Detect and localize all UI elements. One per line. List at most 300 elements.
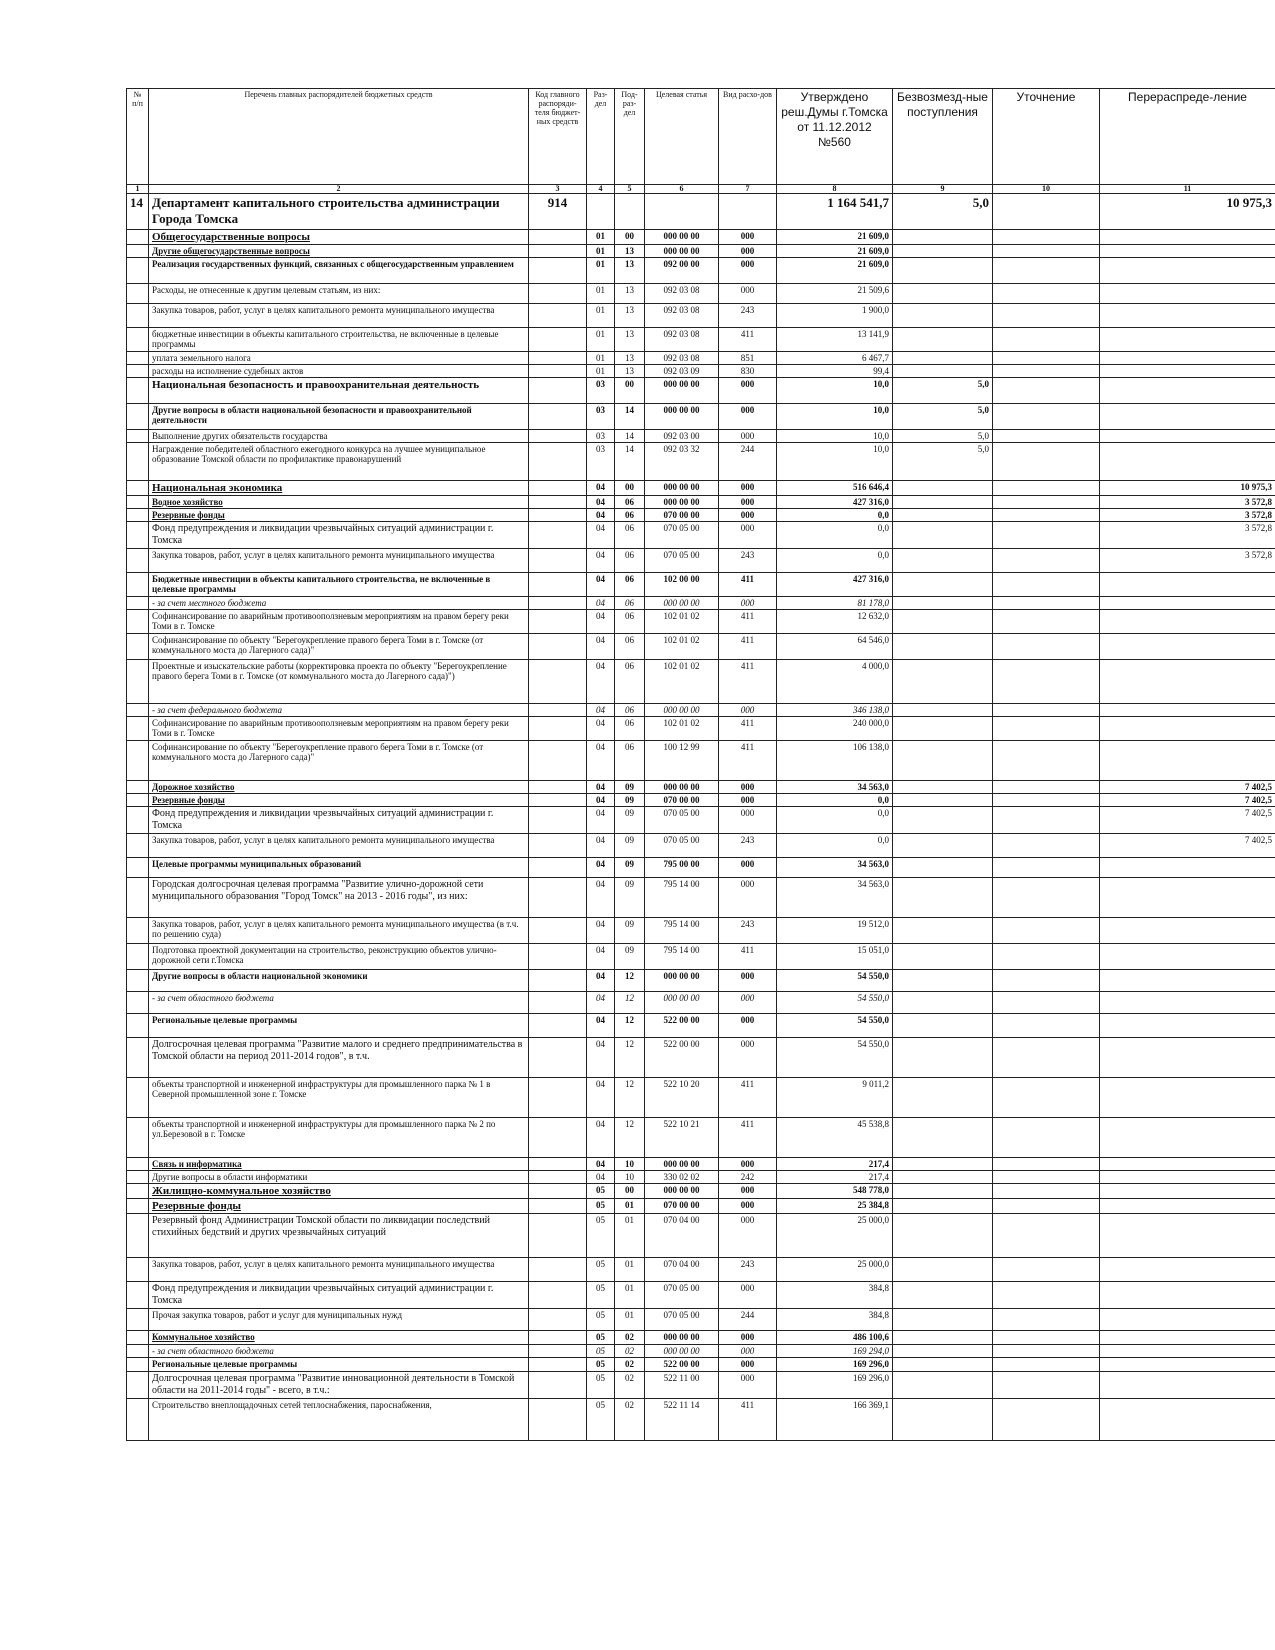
row-approved: 34 563,0 [777,781,893,794]
row-statya: 000 00 00 [645,1184,719,1199]
row-vid: 000 [719,378,777,404]
row-free: 5,0 [893,443,993,481]
row-vid: 000 [719,258,777,284]
row-statya: 000 00 00 [645,1345,719,1358]
row-redistrib [1100,378,1275,404]
row-number [127,704,149,717]
table-row [127,1118,1275,1158]
row-name: Закупка товаров, работ, услуг в целях капитального ремонта муниципального имущества [149,549,529,573]
row-free [893,304,993,328]
row-number [127,1014,149,1038]
row-approved: 54 550,0 [777,992,893,1014]
row-vid: 000 [719,597,777,610]
row-code [529,258,587,284]
row-clarify [993,944,1100,970]
row-clarify [993,378,1100,404]
row-statya: 092 03 09 [645,365,719,378]
row-statya: 522 11 14 [645,1399,719,1441]
row-number [127,404,149,430]
row-razdel: 03 [587,378,615,404]
table-row [127,378,1275,404]
row-podrazdel: 09 [615,781,645,794]
row-clarify [993,834,1100,858]
row-approved: 99,4 [777,365,893,378]
row-vid: 851 [719,352,777,365]
row-code [529,878,587,918]
row-approved: 427 316,0 [777,573,893,597]
row-name: Другие вопросы в области информатики [149,1171,529,1184]
row-podrazdel: 13 [615,328,645,352]
row-podrazdel: 12 [615,992,645,1014]
row-razdel: 01 [587,352,615,365]
row-razdel: 04 [587,610,615,634]
row-number [127,992,149,1014]
row-statya: 000 00 00 [645,597,719,610]
table-row [127,1158,1275,1171]
row-redistrib [1100,1199,1275,1214]
row-clarify [993,1345,1100,1358]
row-name: Проектные и изыскательские работы (корректировка проекта по объекту "Берегоукрепление правого берега Томи в г. Томске (от коммунального моста до Лагерного сада)") [149,660,529,704]
row-vid: 411 [719,573,777,597]
row-code [529,1331,587,1345]
row-code: 914 [529,194,587,230]
row-free [893,230,993,245]
row-clarify [993,970,1100,992]
row-razdel: 05 [587,1258,615,1282]
row-podrazdel: 06 [615,597,645,610]
row-name: Закупка товаров, работ, услуг в целях капитального ремонта муниципального имущества [149,834,529,858]
row-podrazdel: 09 [615,918,645,944]
row-number [127,944,149,970]
table-row [127,443,1275,481]
row-redistrib [1100,1171,1275,1184]
row-vid: 830 [719,365,777,378]
row-vid: 411 [719,944,777,970]
row-approved: 21 609,0 [777,258,893,284]
row-razdel: 01 [587,258,615,284]
table-row [127,1171,1275,1184]
row-approved: 25 000,0 [777,1214,893,1258]
row-number [127,794,149,807]
header-redistrib: Перераспреде-ление [1100,89,1275,185]
row-approved: 54 550,0 [777,1014,893,1038]
row-clarify [993,352,1100,365]
row-name: Подготовка проектной документации на строительство, реконструкцию объектов улично-дорожной сети г.Томска [149,944,529,970]
row-code [529,481,587,496]
row-vid: 000 [719,1282,777,1309]
table-row [127,1078,1275,1118]
row-clarify [993,610,1100,634]
row-statya: 522 11 00 [645,1372,719,1399]
row-statya: 522 00 00 [645,1358,719,1372]
row-vid: 000 [719,509,777,522]
row-free [893,496,993,509]
row-approved: 166 369,1 [777,1399,893,1441]
row-statya: 000 00 00 [645,245,719,258]
header-row [127,89,1275,185]
row-statya: 092 03 08 [645,328,719,352]
row-free [893,522,993,549]
row-vid: 411 [719,1399,777,1441]
row-razdel: 04 [587,704,615,717]
row-name: Выполнение других обязательств государства [149,430,529,443]
row-statya: 000 00 00 [645,781,719,794]
header-clarify: Уточнение [993,89,1100,185]
row-free [893,1258,993,1282]
row-free [893,1184,993,1199]
row-number [127,610,149,634]
row-code [529,918,587,944]
row-approved: 217,4 [777,1171,893,1184]
row-number [127,1199,149,1214]
row-free [893,1118,993,1158]
row-redistrib [1100,1258,1275,1282]
table-body [127,194,1275,1441]
row-podrazdel: 12 [615,1014,645,1038]
row-vid: 000 [719,878,777,918]
row-vid: 000 [719,1038,777,1078]
row-code [529,1014,587,1038]
row-vid: 000 [719,1214,777,1258]
row-statya: 795 14 00 [645,918,719,944]
table-row [127,944,1275,970]
row-vid: 000 [719,970,777,992]
row-number [127,1309,149,1331]
row-statya [645,194,719,230]
row-free [893,284,993,304]
row-statya: 000 00 00 [645,1331,719,1345]
row-redistrib [1100,597,1275,610]
row-approved: 1 164 541,7 [777,194,893,230]
row-podrazdel: 10 [615,1171,645,1184]
table-row [127,1214,1275,1258]
row-podrazdel: 09 [615,944,645,970]
row-razdel: 04 [587,1014,615,1038]
row-approved: 1 900,0 [777,304,893,328]
row-approved: 64 546,0 [777,634,893,660]
row-statya: 070 05 00 [645,549,719,573]
table-row [127,245,1275,258]
row-approved: 10,0 [777,430,893,443]
row-number [127,597,149,610]
header-razdel: Раз-дел [587,89,615,185]
row-redistrib [1100,660,1275,704]
row-vid: 000 [719,230,777,245]
row-code [529,1258,587,1282]
row-vid: 000 [719,858,777,878]
table-row [127,1184,1275,1199]
column-number-row [127,185,1275,194]
row-razdel: 04 [587,992,615,1014]
row-approved: 34 563,0 [777,858,893,878]
row-clarify [993,597,1100,610]
row-podrazdel: 09 [615,807,645,834]
row-clarify [993,1158,1100,1171]
row-clarify [993,245,1100,258]
table-row [127,365,1275,378]
row-code [529,549,587,573]
row-free [893,1372,993,1399]
row-approved: 346 138,0 [777,704,893,717]
row-approved: 106 138,0 [777,741,893,781]
row-redistrib: 7 402,5 [1100,834,1275,858]
row-free [893,365,993,378]
row-podrazdel: 12 [615,1078,645,1118]
row-code [529,1118,587,1158]
row-approved: 0,0 [777,834,893,858]
row-vid: 411 [719,741,777,781]
row-approved: 6 467,7 [777,352,893,365]
row-free [893,634,993,660]
row-name: Связь и информатика [149,1158,529,1171]
row-podrazdel: 02 [615,1358,645,1372]
row-name: Городская долгосрочная целевая программа "Развитие улично-дорожной сети муниципального образования "Город Томск" на 2013 - 2016 годы", из них: [149,878,529,918]
row-razdel: 04 [587,496,615,509]
row-name: Софинансирование по аварийным противооползневым мероприятиям на правом берегу реки Томи в г. Томске [149,717,529,741]
row-number [127,365,149,378]
row-name: объекты транспортной и инженерной инфраструктуры для промышленного парка № 1 в Северной промышленной зоне г. Томске [149,1078,529,1118]
table-row [127,496,1275,509]
row-number [127,741,149,781]
row-statya: 102 01 02 [645,610,719,634]
row-podrazdel: 01 [615,1214,645,1258]
row-redistrib [1100,1078,1275,1118]
row-number [127,1118,149,1158]
table-row [127,509,1275,522]
row-redistrib [1100,1358,1275,1372]
row-approved: 240 000,0 [777,717,893,741]
row-free [893,1309,993,1331]
row-free [893,970,993,992]
row-name: - за счет областного бюджета [149,992,529,1014]
row-name: Прочая закупка товаров, работ и услуг для муниципальных нужд [149,1309,529,1331]
header-podrazdel: Под-раз-дел [615,89,645,185]
row-free [893,1282,993,1309]
row-redistrib [1100,1372,1275,1399]
row-vid: 000 [719,992,777,1014]
table-row [127,352,1275,365]
row-free [893,781,993,794]
row-vid: 000 [719,1199,777,1214]
row-podrazdel: 02 [615,1399,645,1441]
row-name: Закупка товаров, работ, услуг в целях капитального ремонта муниципального имущества [149,304,529,328]
table-row [127,970,1275,992]
row-approved: 10,0 [777,404,893,430]
row-name: Резервные фонды [149,509,529,522]
row-name: Софинансирование по объекту "Берегоукрепление правого берега Томи в г. Томске (от коммунального моста до Лагерного сада)" [149,741,529,781]
row-statya: 070 00 00 [645,509,719,522]
row-redistrib: 7 402,5 [1100,781,1275,794]
row-razdel: 04 [587,509,615,522]
row-clarify [993,304,1100,328]
row-approved: 548 778,0 [777,1184,893,1199]
row-approved: 21 609,0 [777,245,893,258]
row-free [893,878,993,918]
row-number [127,352,149,365]
row-free [893,717,993,741]
table-row [127,807,1275,834]
row-free [893,258,993,284]
row-number [127,807,149,834]
row-redistrib: 10 975,3 [1100,194,1275,230]
row-statya: 092 03 32 [645,443,719,481]
row-number [127,573,149,597]
row-code [529,741,587,781]
row-free [893,944,993,970]
row-number [127,1078,149,1118]
table-row [127,328,1275,352]
row-approved: 19 512,0 [777,918,893,944]
row-name: Фонд предупреждения и ликвидации чрезвычайных ситуаций администрации г. Томска [149,522,529,549]
row-free [893,1014,993,1038]
table-row [127,834,1275,858]
row-name: Награждение победителей областного ежегодного конкурса на лучшее муниципальное образование Томской области по профилактике правонарушений [149,443,529,481]
row-redistrib [1100,1331,1275,1345]
row-podrazdel: 06 [615,717,645,741]
row-statya: 000 00 00 [645,404,719,430]
row-podrazdel: 13 [615,284,645,304]
row-razdel [587,194,615,230]
row-vid: 000 [719,1372,777,1399]
row-clarify [993,443,1100,481]
row-podrazdel: 01 [615,1282,645,1309]
row-razdel: 01 [587,304,615,328]
row-code [529,992,587,1014]
row-name: Резервные фонды [149,794,529,807]
row-free [893,1345,993,1358]
row-clarify [993,573,1100,597]
row-name: уплата земельного налога [149,352,529,365]
row-code [529,328,587,352]
row-razdel: 04 [587,1038,615,1078]
row-clarify [993,230,1100,245]
table-row [127,597,1275,610]
row-name: Другие вопросы в области национальной безопасности и правоохранительной деятельности [149,404,529,430]
row-name: - за счет местного бюджета [149,597,529,610]
row-statya: 000 00 00 [645,496,719,509]
row-code [529,404,587,430]
row-name: Резервные фонды [149,1199,529,1214]
row-clarify [993,1118,1100,1158]
row-number [127,1214,149,1258]
table-row [127,741,1275,781]
row-clarify [993,1184,1100,1199]
row-redistrib [1100,284,1275,304]
row-approved: 45 538,8 [777,1118,893,1158]
row-approved: 10,0 [777,378,893,404]
row-code [529,704,587,717]
row-vid: 242 [719,1171,777,1184]
row-razdel: 04 [587,858,615,878]
row-free [893,1171,993,1184]
row-clarify [993,1258,1100,1282]
row-podrazdel: 01 [615,1199,645,1214]
row-redistrib [1100,365,1275,378]
budget-sheet [126,88,1275,1441]
row-redistrib [1100,230,1275,245]
row-approved: 169 296,0 [777,1358,893,1372]
col-num: 6 [645,185,719,194]
row-free [893,245,993,258]
row-number [127,1282,149,1309]
row-approved: 34 563,0 [777,878,893,918]
row-vid: 243 [719,1258,777,1282]
row-name: Целевые программы муниципальных образований [149,858,529,878]
row-podrazdel: 00 [615,481,645,496]
row-name: Фонд предупреждения и ликвидации чрезвычайных ситуаций администрации г. Томска [149,1282,529,1309]
row-vid: 000 [719,1014,777,1038]
row-vid: 000 [719,245,777,258]
row-podrazdel [615,194,645,230]
row-redistrib [1100,1345,1275,1358]
row-number [127,970,149,992]
row-podrazdel: 01 [615,1309,645,1331]
row-name: Расходы, не отнесенные к другим целевым статьям, из них: [149,284,529,304]
row-razdel: 05 [587,1345,615,1358]
row-approved: 54 550,0 [777,1038,893,1078]
row-approved: 21 509,6 [777,284,893,304]
row-code [529,573,587,597]
row-free [893,1214,993,1258]
row-code [529,858,587,878]
row-razdel: 04 [587,522,615,549]
table-row [127,1258,1275,1282]
row-podrazdel: 00 [615,230,645,245]
row-code [529,509,587,522]
row-statya: 522 00 00 [645,1014,719,1038]
row-podrazdel: 02 [615,1345,645,1358]
row-code [529,443,587,481]
row-vid: 000 [719,481,777,496]
row-clarify [993,365,1100,378]
row-number [127,634,149,660]
row-razdel: 01 [587,284,615,304]
row-podrazdel: 14 [615,443,645,481]
row-free [893,660,993,704]
row-podrazdel: 09 [615,834,645,858]
row-number [127,258,149,284]
row-clarify [993,549,1100,573]
row-vid: 411 [719,1078,777,1118]
row-approved: 516 646,4 [777,481,893,496]
row-code [529,1372,587,1399]
row-number [127,1358,149,1372]
row-approved: 81 178,0 [777,597,893,610]
row-approved: 15 051,0 [777,944,893,970]
table-row [127,573,1275,597]
row-code [529,352,587,365]
row-free [893,704,993,717]
row-statya: 102 00 00 [645,573,719,597]
row-redistrib [1100,634,1275,660]
row-podrazdel: 01 [615,1258,645,1282]
row-podrazdel: 13 [615,365,645,378]
row-razdel: 03 [587,430,615,443]
row-razdel: 04 [587,1171,615,1184]
row-name: бюджетные инвестиции в объекты капитального строительства, не включенные в целевые программы [149,328,529,352]
row-redistrib [1100,992,1275,1014]
row-free [893,509,993,522]
row-razdel: 01 [587,230,615,245]
row-free: 5,0 [893,404,993,430]
row-free [893,1038,993,1078]
row-number [127,328,149,352]
row-redistrib: 3 572,8 [1100,509,1275,522]
row-statya: 522 00 00 [645,1038,719,1078]
row-number [127,443,149,481]
row-podrazdel: 06 [615,573,645,597]
row-redistrib [1100,704,1275,717]
